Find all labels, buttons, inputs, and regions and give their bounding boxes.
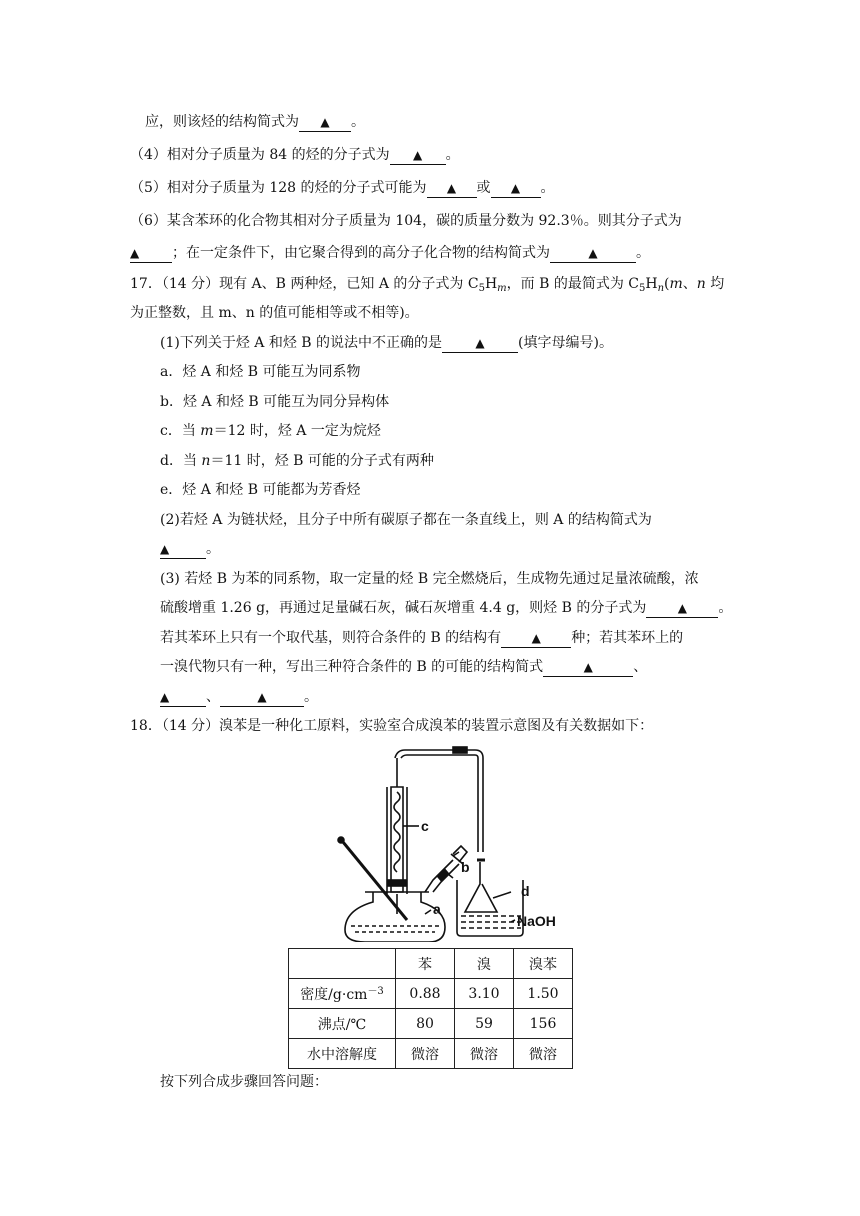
- table-header-row: [289, 949, 573, 979]
- table-cell: 59: [455, 1009, 514, 1039]
- table-cell: 3.10: [455, 979, 514, 1009]
- q17-part3-line4: 一溴代物只有一种，写出三种符合条件的 B 的可能的结构简式 ▲ 、: [160, 659, 648, 675]
- round-bottom-flask: [345, 892, 445, 942]
- label-a: a: [433, 901, 441, 917]
- answer-blank[interactable]: ▲: [543, 658, 633, 677]
- q16-part6-line1: （6）某含苯环的化合物其相对分子质量为 104，碳的质量分数为 92.3％。则其分子式为: [130, 213, 682, 229]
- table-header: 苯: [396, 949, 455, 979]
- q17-part2-line2: ▲ 。: [160, 541, 220, 557]
- table-cell: 1.50: [514, 979, 573, 1009]
- label-c: c: [421, 818, 429, 834]
- answer-blank[interactable]: ▲: [299, 113, 351, 132]
- answer-blank[interactable]: ▲: [390, 146, 446, 165]
- label-d: d: [521, 883, 530, 899]
- q17-part3-line3: 若其苯环上只有一个取代基，则符合条件的 B 的结构有 ▲ 种；若其苯环上的: [160, 630, 684, 646]
- q17-part1: (1)下列关于烃 A 和烃 B 的说法中不正确的是 ▲ (填字母编号)。: [160, 335, 613, 351]
- table-cell: 微溶: [396, 1039, 455, 1069]
- answer-blank[interactable]: ▲: [442, 334, 518, 353]
- label-b: b: [461, 859, 470, 875]
- table-header: 溴苯: [514, 949, 573, 979]
- q17-part2-line1: (2)若烃 A 为链状烃，且分子中所有碳原子都在一条直线上，则 A 的结构简式为: [160, 512, 652, 528]
- q16-part4: （4）相对分子质量为 84 的烃的分子式为 ▲ 。: [130, 147, 460, 163]
- table-row: [289, 1039, 573, 1069]
- answer-blank[interactable]: ▲: [491, 179, 541, 198]
- q17-option-a: a．烃 A 和烃 B 可能互为同系物: [160, 364, 361, 380]
- table-cell: 微溶: [514, 1039, 573, 1069]
- bromobenzene-apparatus-diagram: [325, 742, 575, 942]
- table-cell: 156: [514, 1009, 573, 1039]
- q17-intro-line2: 为正整数，且 m、n 的值可能相等或不相等)。: [130, 305, 419, 321]
- properties-table: [288, 948, 573, 1069]
- label-naoh: NaOH: [517, 913, 556, 929]
- table-row: [289, 1009, 573, 1039]
- table-header: 溴: [455, 949, 514, 979]
- q17-intro-line1: 17．（14 分）现有 A、B 两种烃，已知 A 的分子式为 $C_5H_m$，而 B 的最简式为 $C_5H_n(m$、n 均: [130, 276, 725, 294]
- q17-part3-line2: 硫酸增重 1.26 g，再通过足量碱石灰，碱石灰增重 4.4 g，则烃 B 的分子式为 ▲ 。: [160, 600, 733, 616]
- row-label: 沸点/℃: [289, 1009, 396, 1039]
- answer-blank[interactable]: ▲: [501, 629, 571, 648]
- table-row: [289, 979, 573, 1009]
- q17-option-b: b．烃 A 和烃 B 可能互为同分异构体: [160, 394, 390, 410]
- answer-blank[interactable]: ▲: [646, 599, 718, 618]
- q16-part5: （5）相对分子质量为 128 的烃的分子式可能为 ▲ 或 ▲ 。: [130, 180, 555, 196]
- answer-blank[interactable]: ▲: [220, 688, 304, 707]
- inverted-funnel: [465, 862, 497, 912]
- table-cell: 0.88: [396, 979, 455, 1009]
- q16-part6-line2: ▲ ；在一定条件下，由它聚合得到的高分子化合物的结构简式为 ▲ 。: [130, 245, 650, 261]
- q17-option-e: e．烃 A 和烃 B 可能都为芳香烃: [160, 482, 361, 498]
- q17-option-d: d．当 n＝11 时，烃 B 可能的分子式有两种: [160, 453, 434, 469]
- row-label: 密度$/g\cdot cm^{-3}$: [289, 979, 396, 1009]
- q17-part3-line5: ▲ 、 ▲ 。: [160, 689, 318, 705]
- q18-footer: 按下列合成步骤回答问题：: [160, 1074, 328, 1090]
- table-cell: 微溶: [455, 1039, 514, 1069]
- connecting-tube: [395, 750, 483, 852]
- answer-blank[interactable]: ▲: [160, 540, 206, 559]
- answer-blank[interactable]: ▲: [550, 244, 636, 263]
- answer-blank[interactable]: ▲: [160, 688, 206, 707]
- answer-blank[interactable]: ▲: [427, 179, 477, 198]
- table-cell: [289, 949, 396, 979]
- q17-option-c: c．当 m＝12 时，烃 A 一定为烷烃: [160, 423, 381, 439]
- q18-intro: 18．（14 分）溴苯是一种化工原料，实验室合成溴苯的装置示意图及有关数据如下：: [130, 718, 654, 734]
- row-label: 水中溶解度: [289, 1039, 396, 1069]
- table-cell: 80: [396, 1009, 455, 1039]
- q16-part3-tail: 应，则该烃的结构简式为 ▲ 。: [145, 114, 365, 130]
- answer-blank[interactable]: ▲: [130, 244, 172, 263]
- condenser-coil: [394, 792, 400, 872]
- q17-part3-line1: (3) 若烃 B 为苯的同系物，取一定量的烃 B 完全燃烧后，生成物先通过足量浓硫酸，浓: [160, 571, 699, 587]
